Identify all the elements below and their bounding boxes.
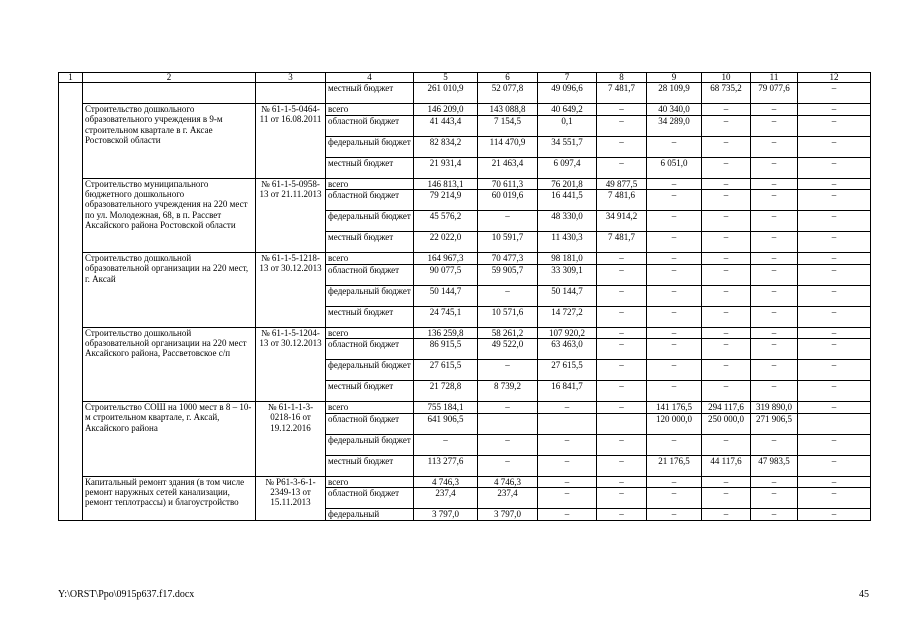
value-cell: 21 931,4 — [414, 157, 478, 178]
value-cell: – — [478, 285, 538, 306]
value-cell: – — [538, 488, 597, 509]
table-row — [59, 476, 871, 488]
value-cell: – — [647, 190, 702, 211]
value-cell: – — [798, 434, 871, 455]
value-cell: – — [798, 306, 871, 327]
value-cell: 76 201,8 — [538, 178, 597, 190]
funding-source: всего — [326, 476, 414, 488]
value-cell: – — [647, 434, 702, 455]
description-cell — [83, 83, 256, 104]
value-cell: – — [597, 285, 647, 306]
value-cell: – — [751, 157, 798, 178]
value-cell: – — [597, 115, 647, 136]
value-cell: – — [538, 476, 597, 488]
value-cell: – — [798, 178, 871, 190]
value-cell: – — [751, 190, 798, 211]
funding-source: местный бюджет — [326, 306, 414, 327]
value-cell: – — [751, 285, 798, 306]
value-cell: – — [597, 381, 647, 402]
value-cell: – — [597, 327, 647, 339]
value-cell: 164 967,3 — [414, 253, 478, 265]
registration-number: № Р61-3-6-1-2349-13 от 15.11.2013 — [256, 476, 326, 520]
value-cell: – — [798, 339, 871, 360]
value-cell: 28 109,9 — [647, 83, 702, 104]
column-number: 2 — [83, 73, 256, 83]
value-cell: – — [414, 434, 478, 455]
table-row — [59, 253, 871, 265]
value-cell: 49 096,6 — [538, 83, 597, 104]
value-cell: 755 184,1 — [414, 402, 478, 414]
value-cell: 27 615,5 — [414, 360, 478, 381]
budget-table — [58, 72, 871, 521]
value-cell: – — [597, 360, 647, 381]
value-cell: 45 576,2 — [414, 211, 478, 232]
registration-number: № 61-1-5-0958-13 от 21.11.2013 — [256, 178, 326, 253]
value-cell: – — [597, 455, 647, 476]
value-cell: 107 920,2 — [538, 327, 597, 339]
value-cell: – — [702, 306, 751, 327]
funding-source: федеральный — [326, 509, 414, 521]
value-cell: – — [798, 360, 871, 381]
value-cell: 6 051,0 — [647, 157, 702, 178]
value-cell: – — [702, 264, 751, 285]
value-cell: – — [751, 381, 798, 402]
value-cell: 237,4 — [414, 488, 478, 509]
value-cell — [597, 413, 647, 434]
value-cell: – — [647, 360, 702, 381]
value-cell: 50 144,7 — [538, 285, 597, 306]
column-number: 9 — [647, 73, 702, 83]
value-cell: – — [702, 488, 751, 509]
value-cell: – — [702, 104, 751, 116]
funding-source: федеральный бюджет — [326, 136, 414, 157]
table-row — [59, 104, 871, 116]
value-cell: – — [647, 339, 702, 360]
funding-source: областной бюджет — [326, 413, 414, 434]
value-cell: 90 077,5 — [414, 264, 478, 285]
value-cell: – — [798, 190, 871, 211]
table-body — [59, 73, 871, 521]
column-number: 8 — [597, 73, 647, 83]
value-cell: 63 463,0 — [538, 339, 597, 360]
value-cell: 11 430,3 — [538, 232, 597, 253]
value-cell — [798, 413, 871, 434]
project-description: Строительство дошкольной образовательной организации на 220 мест, г. Аксай — [83, 253, 256, 328]
value-cell: – — [702, 381, 751, 402]
footer-file-path: Y:\ORST\Ppo\0915p637.f17.docx — [58, 589, 195, 600]
value-cell: – — [647, 488, 702, 509]
funding-source: областной бюджет — [326, 264, 414, 285]
value-cell: – — [751, 339, 798, 360]
column-number: 3 — [256, 73, 326, 83]
value-cell: – — [702, 115, 751, 136]
value-cell: 141 176,5 — [647, 402, 702, 414]
value-cell: – — [798, 264, 871, 285]
value-cell: – — [702, 327, 751, 339]
value-cell: – — [647, 253, 702, 265]
funding-source: местный бюджет — [326, 381, 414, 402]
value-cell: 24 745,1 — [414, 306, 478, 327]
value-cell: – — [647, 136, 702, 157]
value-cell: – — [751, 434, 798, 455]
value-cell: 3 797,0 — [414, 509, 478, 521]
value-cell: – — [751, 476, 798, 488]
value-cell: 3 797,0 — [478, 509, 538, 521]
value-cell: – — [751, 253, 798, 265]
value-cell: – — [647, 264, 702, 285]
value-cell: – — [798, 509, 871, 521]
value-cell: 146 813,1 — [414, 178, 478, 190]
project-description: Капитальный ремонт здания (в том числе ремонт наружных сетей канализации, ремонт теплотрассы) и благоустройство — [83, 476, 256, 520]
value-cell: 120 000,0 — [647, 413, 702, 434]
value-cell: – — [597, 104, 647, 116]
value-cell: – — [647, 232, 702, 253]
project-description: Строительство дошкольной образовательной организации на 220 мест Аксайского района, Рассветовское с/п — [83, 327, 256, 402]
value-cell: 70 477,3 — [478, 253, 538, 265]
value-cell: 82 834,2 — [414, 136, 478, 157]
value-cell: – — [647, 381, 702, 402]
funding-source: всего — [326, 104, 414, 116]
value-cell: 41 443,4 — [414, 115, 478, 136]
value-cell — [478, 413, 538, 434]
column-number: 10 — [702, 73, 751, 83]
value-cell: – — [798, 381, 871, 402]
value-cell: 44 117,6 — [702, 455, 751, 476]
value-cell: 59 905,7 — [478, 264, 538, 285]
value-cell: 114 470,9 — [478, 136, 538, 157]
value-cell: – — [597, 476, 647, 488]
value-cell — [538, 413, 597, 434]
value-cell: 49 522,0 — [478, 339, 538, 360]
value-cell: – — [751, 136, 798, 157]
value-cell: – — [798, 232, 871, 253]
value-cell: 143 088,8 — [478, 104, 538, 116]
column-number: 5 — [414, 73, 478, 83]
value-cell: 641 906,5 — [414, 413, 478, 434]
funding-source: местный бюджет — [326, 232, 414, 253]
funding-source: областной бюджет — [326, 339, 414, 360]
value-cell: – — [798, 104, 871, 116]
value-cell: – — [798, 476, 871, 488]
funding-source: всего — [326, 253, 414, 265]
value-cell: 7 481,7 — [597, 83, 647, 104]
value-cell: – — [647, 211, 702, 232]
value-cell: – — [702, 157, 751, 178]
value-cell: – — [751, 488, 798, 509]
value-cell: 7 154,5 — [478, 115, 538, 136]
value-cell: – — [597, 509, 647, 521]
column-1-cell — [59, 83, 83, 521]
value-cell: – — [647, 509, 702, 521]
value-cell: 27 615,5 — [538, 360, 597, 381]
value-cell: 294 117,6 — [702, 402, 751, 414]
registration-number: № 61-1-5-1204-13 от 30.12.2013 — [256, 327, 326, 402]
value-cell: – — [702, 136, 751, 157]
value-cell: – — [751, 211, 798, 232]
value-cell: 58 261,2 — [478, 327, 538, 339]
value-cell: – — [798, 327, 871, 339]
project-description: Строительство СОШ на 1000 мест в 8 – 10-м строительном квартале, г. Аксай, Аксайского района — [83, 402, 256, 477]
value-cell: 79 077,6 — [751, 83, 798, 104]
value-cell: 319 890,0 — [751, 402, 798, 414]
column-number: 11 — [751, 73, 798, 83]
value-cell: – — [597, 253, 647, 265]
funding-source: областной бюджет — [326, 190, 414, 211]
column-number-row — [59, 73, 871, 83]
value-cell: – — [702, 232, 751, 253]
registration-number: № 61-1-5-0464-11 от 16.08.2011 — [256, 104, 326, 179]
value-cell: – — [647, 327, 702, 339]
value-cell: – — [702, 339, 751, 360]
value-cell: 34 289,0 — [647, 115, 702, 136]
value-cell: – — [751, 360, 798, 381]
value-cell: – — [798, 115, 871, 136]
value-cell: 0,1 — [538, 115, 597, 136]
funding-source: федеральный бюджет — [326, 285, 414, 306]
value-cell: – — [478, 211, 538, 232]
funding-source: федеральный бюджет — [326, 211, 414, 232]
value-cell: – — [798, 136, 871, 157]
value-cell: – — [478, 455, 538, 476]
value-cell: – — [798, 211, 871, 232]
value-cell: – — [798, 455, 871, 476]
value-cell: 10 591,7 — [478, 232, 538, 253]
value-cell: 250 000,0 — [702, 413, 751, 434]
value-cell: – — [751, 264, 798, 285]
funding-source: федеральный бюджет — [326, 360, 414, 381]
value-cell: – — [702, 211, 751, 232]
value-cell: – — [798, 402, 871, 414]
value-cell: – — [538, 509, 597, 521]
value-cell: – — [647, 306, 702, 327]
value-cell: 98 181,0 — [538, 253, 597, 265]
value-cell: – — [647, 285, 702, 306]
value-cell: 4 746,3 — [414, 476, 478, 488]
value-cell: 21 176,5 — [647, 455, 702, 476]
value-cell: – — [597, 264, 647, 285]
value-cell: – — [751, 104, 798, 116]
column-number: 1 — [59, 73, 83, 83]
value-cell: 16 441,5 — [538, 190, 597, 211]
funding-source: областной бюджет — [326, 115, 414, 136]
value-cell: 40 649,2 — [538, 104, 597, 116]
value-cell: 60 019,6 — [478, 190, 538, 211]
value-cell: – — [597, 306, 647, 327]
value-cell: 271 906,5 — [751, 413, 798, 434]
value-cell: 79 214,9 — [414, 190, 478, 211]
value-cell: 68 735,2 — [702, 83, 751, 104]
value-cell: – — [751, 306, 798, 327]
funding-source: всего — [326, 402, 414, 414]
value-cell: – — [538, 434, 597, 455]
value-cell: – — [702, 178, 751, 190]
funding-source: местный бюджет — [326, 455, 414, 476]
value-cell: – — [798, 488, 871, 509]
value-cell: 49 877,5 — [597, 178, 647, 190]
value-cell: 48 330,0 — [538, 211, 597, 232]
value-cell: 10 571,6 — [478, 306, 538, 327]
value-cell: – — [597, 434, 647, 455]
value-cell: 40 340,0 — [647, 104, 702, 116]
value-cell: – — [702, 360, 751, 381]
value-cell: 8 739,2 — [478, 381, 538, 402]
value-cell: 16 841,7 — [538, 381, 597, 402]
value-cell: – — [798, 285, 871, 306]
value-cell: 21 463,4 — [478, 157, 538, 178]
project-description: Строительство дошкольного образовательного учреждения в 9-м строительном квартале в г. Аксае Ростовской области — [83, 104, 256, 179]
registration-number: № 61-1-1-3-0218-16 от 19.12.2016 — [256, 402, 326, 477]
value-cell: – — [798, 83, 871, 104]
funding-source: областной бюджет — [326, 488, 414, 509]
value-cell: 86 915,5 — [414, 339, 478, 360]
value-cell: – — [798, 253, 871, 265]
value-cell: 146 209,0 — [414, 104, 478, 116]
value-cell: – — [798, 157, 871, 178]
value-cell: – — [478, 434, 538, 455]
value-cell: 237,4 — [478, 488, 538, 509]
value-cell: 14 727,2 — [538, 306, 597, 327]
value-cell: – — [597, 157, 647, 178]
column-number: 4 — [326, 73, 414, 83]
value-cell: 7 481,6 — [597, 190, 647, 211]
column-number: 6 — [478, 73, 538, 83]
value-cell: 21 728,8 — [414, 381, 478, 402]
value-cell: 47 983,5 — [751, 455, 798, 476]
value-cell: – — [751, 232, 798, 253]
value-cell: – — [538, 402, 597, 414]
funding-source: местный бюджет — [326, 83, 414, 104]
value-cell: – — [597, 339, 647, 360]
value-cell: – — [538, 455, 597, 476]
value-cell: – — [751, 178, 798, 190]
value-cell: 136 259,8 — [414, 327, 478, 339]
value-cell: 4 746,3 — [478, 476, 538, 488]
value-cell: 6 097,4 — [538, 157, 597, 178]
value-cell: – — [647, 476, 702, 488]
value-cell: 22 022,0 — [414, 232, 478, 253]
funding-source: всего — [326, 327, 414, 339]
value-cell: 52 077,8 — [478, 83, 538, 104]
value-cell: 33 309,1 — [538, 264, 597, 285]
column-number: 7 — [538, 73, 597, 83]
value-cell: – — [597, 402, 647, 414]
value-cell: – — [751, 327, 798, 339]
value-cell: – — [702, 476, 751, 488]
table-row — [59, 178, 871, 190]
value-cell: 70 611,3 — [478, 178, 538, 190]
table-row — [59, 83, 871, 104]
table-row — [59, 327, 871, 339]
value-cell: – — [647, 178, 702, 190]
value-cell: – — [702, 190, 751, 211]
value-cell: – — [751, 115, 798, 136]
value-cell: 34 914,2 — [597, 211, 647, 232]
value-cell: 50 144,7 — [414, 285, 478, 306]
registration-cell — [256, 83, 326, 104]
funding-source: всего — [326, 178, 414, 190]
funding-source: федеральный бюджет — [326, 434, 414, 455]
registration-number: № 61-1-5-1218-13 от 30.12.2013 — [256, 253, 326, 328]
funding-source: местный бюджет — [326, 157, 414, 178]
value-cell: – — [597, 488, 647, 509]
value-cell: – — [702, 509, 751, 521]
project-description: Строительство муниципального бюджетного дошкольного образовательного учреждения на 220 мест по ул. Молодежная, 68, в п. Рассвет Аксайского района Ростовской области — [83, 178, 256, 253]
page-number: 45 — [859, 589, 869, 600]
value-cell: – — [751, 509, 798, 521]
value-cell: 113 277,6 — [414, 455, 478, 476]
column-number: 12 — [798, 73, 871, 83]
value-cell: 261 010,9 — [414, 83, 478, 104]
value-cell: – — [702, 434, 751, 455]
value-cell: – — [597, 136, 647, 157]
table-row — [59, 402, 871, 414]
value-cell: – — [702, 253, 751, 265]
value-cell: 7 481,7 — [597, 232, 647, 253]
value-cell: – — [702, 285, 751, 306]
value-cell: – — [478, 360, 538, 381]
value-cell: 34 551,7 — [538, 136, 597, 157]
value-cell: – — [478, 402, 538, 414]
